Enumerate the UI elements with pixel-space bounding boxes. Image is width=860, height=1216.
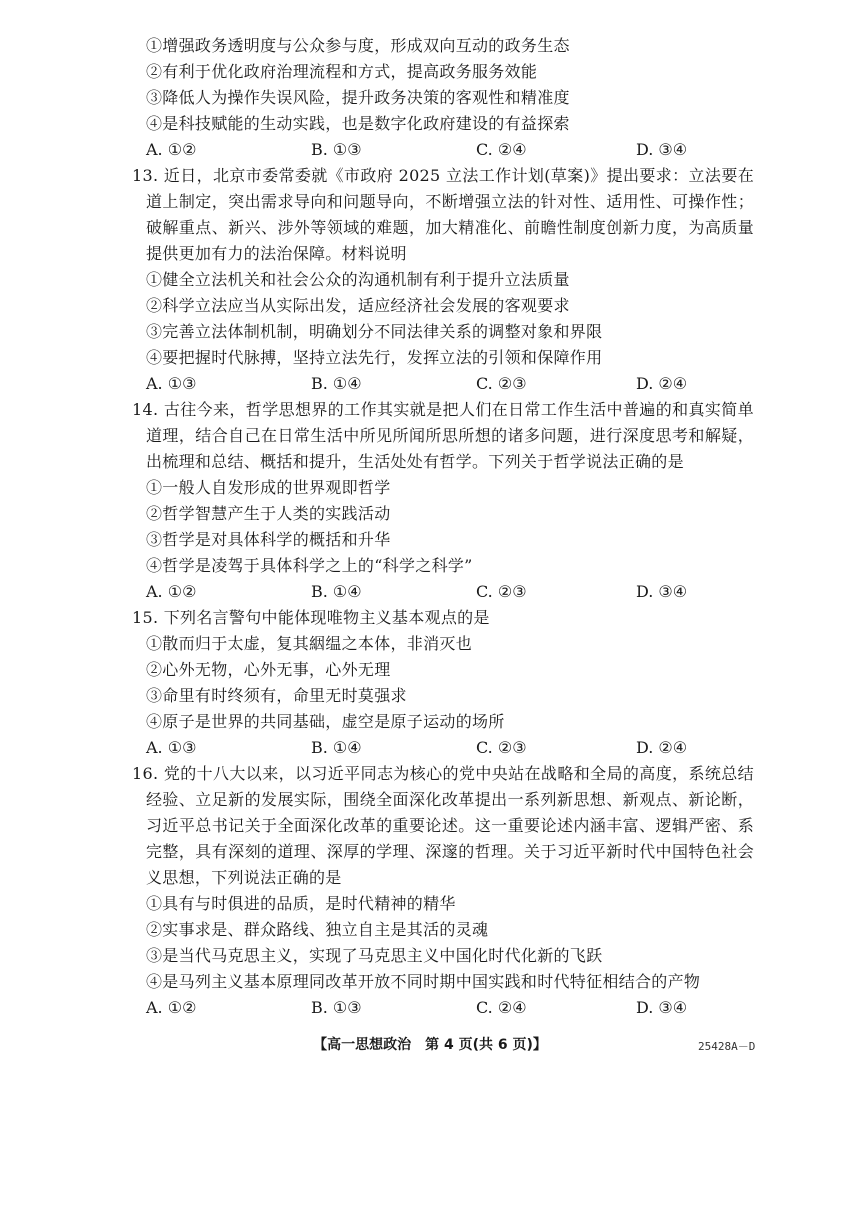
q13-stem-line-3: 破解重点、新兴、涉外等领域的难题，加大精准化、前瞻性制度创新力度，为高质量: [146, 218, 754, 237]
q16-option-4: ④是马列主义基本原理同改革开放不同时期中国实践和时代特征相结合的产物: [146, 972, 701, 991]
q13-option-3: ③完善立法体制机制，明确划分不同法律关系的调整对象和界限: [146, 322, 603, 341]
q16-option-2: ②实事求是、群众路线、独立自主是其活的灵魂: [146, 920, 489, 939]
q14-choice-d: D. ③④: [636, 582, 688, 601]
q16-option-3: ③是当代马克思主义，实现了马克思主义中国化时代化新的飞跃: [146, 946, 603, 965]
q14-stem-line-2: 道理，结合自己在日常生活中所见所闻所思所想的诸多问题，进行深度思考和解疑，: [146, 426, 754, 445]
q15-choice-b: B. ①④: [311, 738, 362, 757]
q14-stem-line-3: 出梳理和总结、概括和提升，生活处处有哲学。下列关于哲学说法正确的是: [146, 452, 684, 471]
q14-option-2: ②哲学智慧产生于人类的实践活动: [146, 504, 391, 523]
q14-option-3: ③哲学是对具体科学的概括和升华: [146, 530, 391, 549]
q16-stem-line-2: 经验、立足新的发展实际，围绕全面深化改革提出一系列新思想、新观点、新论断，: [146, 790, 754, 809]
q13-choice-a: A. ①③: [146, 374, 197, 393]
q16-stem-line-1: 16. 党的十八大以来，以习近平同志为核心的党中央站在战略和全局的高度，系统总结: [132, 764, 754, 783]
q13-option-4: ④要把握时代脉搏，坚持立法先行，发挥立法的引领和保障作用: [146, 348, 603, 367]
q12-option-1: ①增强政务透明度与公众参与度，形成双向互动的政务生态: [146, 36, 570, 55]
q13-stem-line-2: 道上制定，突出需求导向和问题导向，不断增强立法的针对性、适用性、可操作性；: [146, 192, 754, 211]
q16-choice-a: A. ①②: [146, 998, 197, 1017]
q14-choice-a: A. ①②: [146, 582, 197, 601]
q12-choice-c: C. ②④: [476, 140, 527, 159]
q16-option-1: ①具有与时俱进的品质，是时代精神的精华: [146, 894, 456, 913]
q14-choice-b: B. ①④: [311, 582, 362, 601]
q16-stem-line-4: 完整，具有深刻的道理、深厚的学理、深邃的哲理。关于习近平新时代中国特色社会: [146, 842, 754, 861]
q16-choice-c: C. ②④: [476, 998, 527, 1017]
q13-option-1: ①健全立法机关和社会公众的沟通机制有利于提升立法质量: [146, 270, 570, 289]
q12-option-3: ③降低人为操作失误风险，提升政务决策的客观性和精准度: [146, 88, 570, 107]
q12-choices: [146, 140, 766, 160]
q14-option-4: ④哲学是凌驾于具体科学之上的“科学之科学”: [146, 556, 473, 575]
q16-stem-line-3: 习近平总书记关于全面深化改革的重要论述。这一重要论述内涵丰富、逻辑严密、系: [146, 816, 754, 835]
q13-choice-b: B. ①④: [311, 374, 362, 393]
q15-choice-d: D. ②④: [636, 738, 688, 757]
q13-choice-c: C. ②③: [476, 374, 527, 393]
page-footer: 【高一思想政治 第 4 页(共 6 页)】: [313, 1037, 547, 1053]
q13-choice-d: D. ②④: [636, 374, 688, 393]
q12-option-4: ④是科技赋能的生动实践，也是数字化政府建设的有益探索: [146, 114, 570, 133]
q14-option-1: ①一般人自发形成的世界观即哲学: [146, 478, 391, 497]
q15-choice-a: A. ①③: [146, 738, 197, 757]
q13-choices: [146, 374, 766, 394]
q13-stem-line-4: 提供更加有力的法治保障。材料说明: [146, 244, 407, 263]
q12-choice-b: B. ①③: [311, 140, 362, 159]
q15-choices: [146, 738, 766, 758]
q14-stem-line-1: 14. 古往今来，哲学思想界的工作其实就是把人们在日常工作生活中普遍的和真实简单: [132, 400, 754, 419]
q15-stem-line-1: 15. 下列名言警句中能体现唯物主义基本观点的是: [132, 608, 490, 627]
q13-option-2: ②科学立法应当从实际出发，适应经济社会发展的客观要求: [146, 296, 570, 315]
q12-choice-a: A. ①②: [146, 140, 197, 159]
q15-option-1: ①散而归于太虚，复其絪缊之本体，非消灭也: [146, 634, 473, 653]
q16-stem-line-5: 义思想，下列说法正确的是: [146, 868, 342, 887]
q16-choices: [146, 998, 766, 1018]
q12-choice-d: D. ③④: [636, 140, 688, 159]
q16-choice-b: B. ①③: [311, 998, 362, 1017]
q15-choice-c: C. ②③: [476, 738, 527, 757]
q14-choices: [146, 582, 766, 602]
exam-code: 25428A－D: [698, 1040, 756, 1053]
q15-option-3: ③命里有时终须有，命里无时莫强求: [146, 686, 407, 705]
q15-option-2: ②心外无物，心外无事，心外无理: [146, 660, 391, 679]
q13-stem-line-1: 13. 近日，北京市委常委就《市政府 2025 立法工作计划(草案)》提出要求：立法要在: [132, 166, 754, 185]
q14-choice-c: C. ②③: [476, 582, 527, 601]
q15-option-4: ④原子是世界的共同基础，虚空是原子运动的场所: [146, 712, 505, 731]
q16-choice-d: D. ③④: [636, 998, 688, 1017]
q12-option-2: ②有利于优化政府治理流程和方式，提高政务服务效能: [146, 62, 538, 81]
